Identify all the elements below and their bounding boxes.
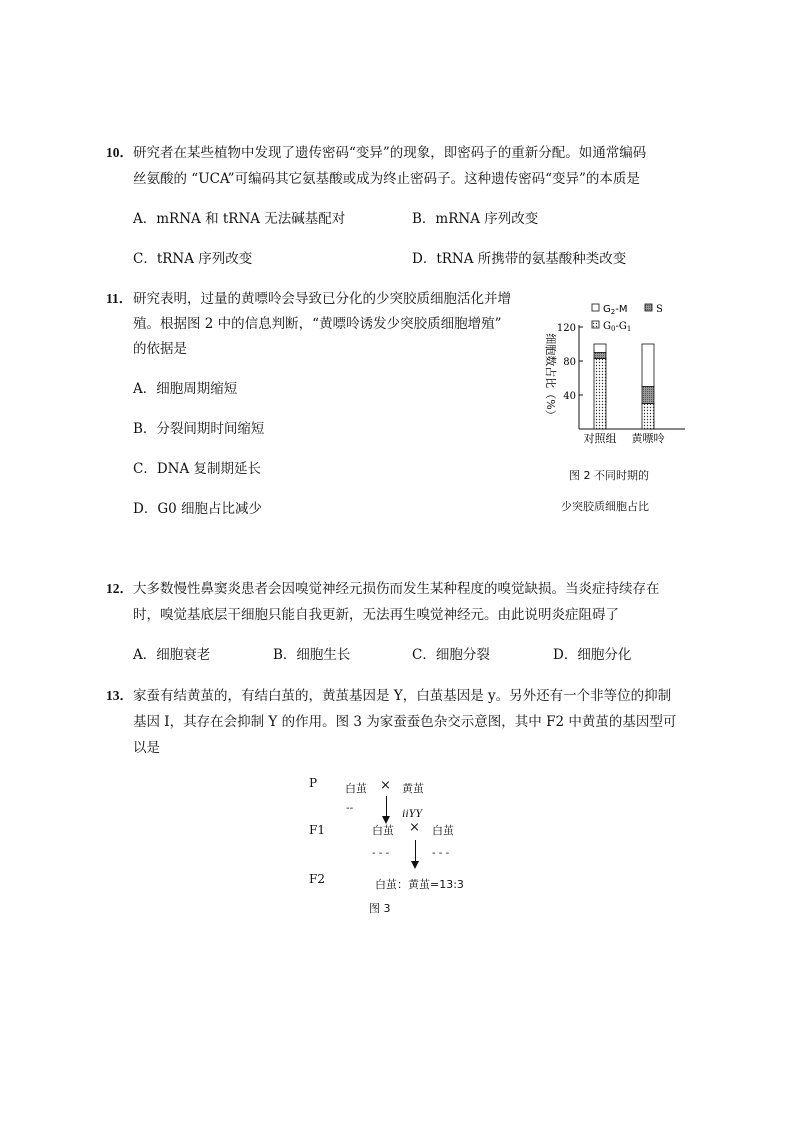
q13-stem-line2: 基因 I，其存在会抑制 Y 的作用。图 3 为家蚕蚕色杂交示意图，其中 F2 中黄茧的基因型可: [133, 714, 677, 730]
legend-swatch-s: [645, 304, 652, 311]
fig3-arrow-f1-to-f2-line: [415, 840, 416, 862]
q11-option-a[interactable]: A．细胞周期缩短: [133, 381, 238, 397]
q12-stem-line2: 时，嗅觉基底层干细胞只能自我更新，无法再生嗅觉神经元。由此说明炎症阻碍了: [133, 607, 619, 623]
q12-number: 12．: [106, 581, 133, 596]
category-label-xanthine: 黄嘌呤: [631, 432, 665, 445]
figure2-chart: [535, 295, 695, 450]
q12-option-d[interactable]: D．细胞分化: [553, 647, 632, 663]
legend-label-g0g1: $G_0-G_1$: [603, 321, 632, 333]
fig3-f1-right-genotype: - - -: [432, 848, 450, 859]
q10-option-d[interactable]: D．tRNA 所携带的氨基酸种类改变: [412, 251, 627, 267]
y-tick-label-80: 80: [563, 357, 576, 368]
q11-option-b[interactable]: B．分裂间期时间缩短: [133, 421, 265, 437]
category-label-control: 对照组: [583, 432, 617, 445]
bar-control-g2-m: [594, 344, 606, 353]
fig3-p-cross: ×: [380, 778, 391, 793]
q11-option-d[interactable]: D．G0 细胞占比减少: [133, 501, 262, 517]
q11-option-c[interactable]: C．DNA 复制期延长: [133, 461, 262, 477]
q12-option-b[interactable]: B．细胞生长: [273, 647, 351, 663]
q11-stem-line2: 殖。根据图 2 中的信息判断，“黄嘌呤诱发少突胶质细胞增殖”: [133, 316, 502, 332]
fig3-p-label: P: [309, 776, 318, 790]
fig3-f1-cross: ×: [409, 820, 420, 835]
legend-label-s: S: [656, 304, 663, 315]
q10-option-c[interactable]: C．tRNA 序列改变: [133, 251, 253, 267]
fig3-f1-label: F1: [309, 823, 325, 837]
figure2-caption-line2: 少突胶质细胞占比: [561, 500, 649, 513]
q10-number: 10．: [106, 145, 133, 160]
q10-stem-line1: 研究者在某些植物中发现了遗传密码“变异”的现象，即密码子的重新分配。如通常编码: [133, 145, 647, 161]
q10-stem-line2: 丝氨酸的 “UCA”可编码其它氨基酸或成为终止密码子。这种遗传密码“变异”的本质是: [133, 171, 640, 187]
q10-option-a[interactable]: A．mRNA 和 tRNA 无法碱基配对: [133, 211, 346, 227]
y-tick-label-120: 120: [556, 323, 576, 334]
bar-control-g0-g1: [594, 358, 606, 429]
fig3-f2-ratio: 白茧：黄茧=13:3: [375, 878, 464, 891]
q12-option-c[interactable]: C．细胞分裂: [412, 647, 490, 663]
fig3-p-white: 白茧: [345, 782, 367, 795]
y-tick-label-40: 40: [563, 391, 576, 402]
fig3-f1-right: 白茧: [432, 824, 454, 837]
fig3-p-white-genotype: --: [346, 803, 354, 814]
bar-xanthine-g2-m: [642, 344, 654, 387]
q13-number: 13．: [106, 688, 133, 703]
legend-label-g2m: $G_2-M$: [603, 304, 628, 316]
figure2-caption-line1: 图 2 不同时期的: [569, 469, 649, 482]
bar-xanthine-g0-g1: [642, 404, 654, 430]
q11-stem-line1: 研究表明，过量的黄嘌呤会导致已分化的少突胶质细胞活化并增: [133, 291, 511, 307]
fig3-caption: 图 3: [369, 902, 391, 915]
q12-stem-line1: 大多数慢性鼻窦炎患者会因嗅觉神经元损伤而发生某种程度的嗅觉缺损。当炎症持续存在: [133, 581, 660, 597]
fig3-arrow-p-to-f1-line: [386, 796, 387, 817]
fig3-p-yellow-genotype: iiYY: [402, 806, 423, 820]
q11-number: 11．: [106, 291, 133, 306]
bar-xanthine-s: [642, 387, 654, 404]
legend-swatch-g2m: [592, 304, 599, 311]
y-axis-label: 细胞数占比（%）: [544, 333, 557, 421]
q10-option-b[interactable]: B．mRNA 序列改变: [412, 211, 539, 227]
fig3-f2-label: F2: [309, 872, 325, 886]
q13-stem-line3: 以是: [133, 740, 160, 756]
q12-option-a[interactable]: A．细胞衰老: [133, 647, 211, 663]
fig3-f1-left-genotype: - - -: [372, 848, 390, 859]
fig3-f1-left: 白茧: [372, 824, 394, 837]
legend-swatch-g0g1: [592, 321, 599, 328]
q13-stem-line1: 家蚕有结黄茧的，有结白茧的，黄茧基因是 Y，白茧基因是 y。另外还有一个非等位的抑制: [133, 688, 672, 704]
fig3-arrow-f1-to-f2-head: [411, 861, 419, 869]
bar-control-s: [594, 353, 606, 359]
fig3-p-yellow: 黄茧: [402, 782, 424, 795]
q11-stem-line3: 的依据是: [133, 341, 187, 357]
